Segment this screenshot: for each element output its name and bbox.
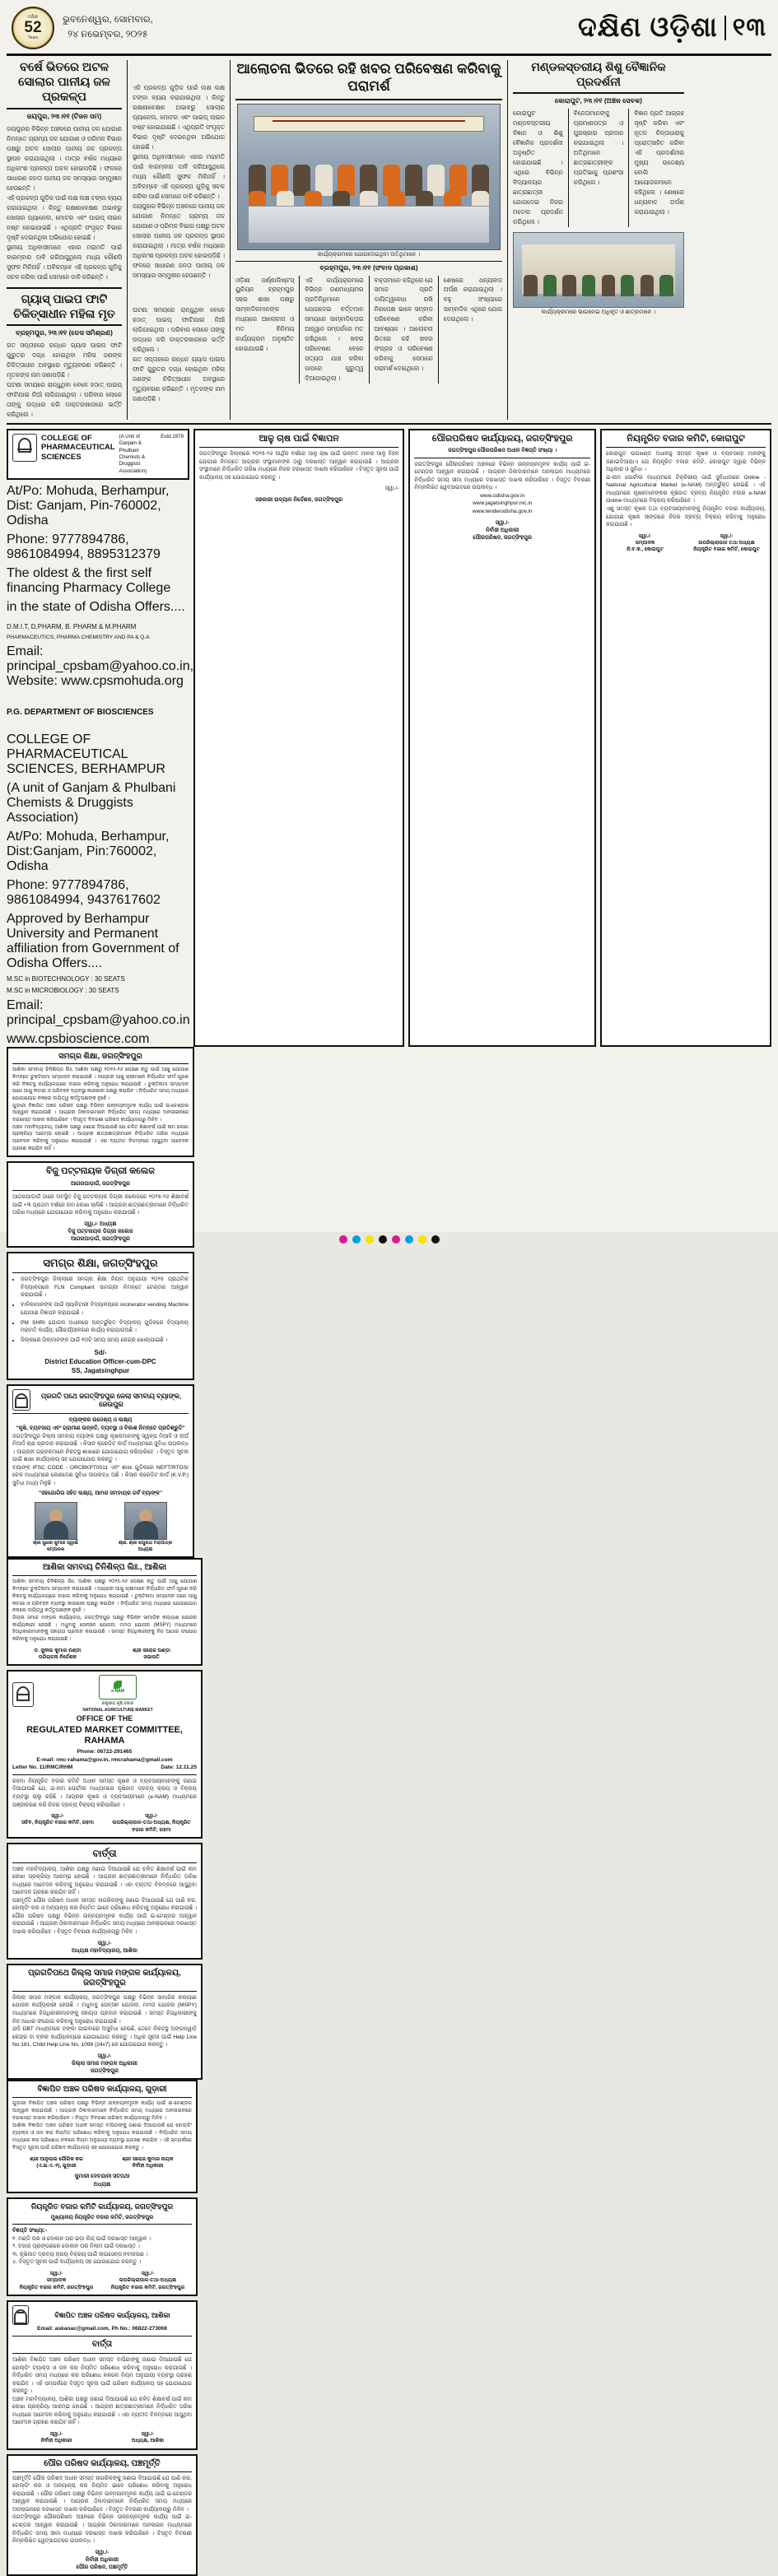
divider <box>235 99 502 100</box>
sig-left-2: ସମ୍ପାଦକ <box>635 540 655 546</box>
story-4-para-3: ବିଜ୍ଞାନ ପ୍ରତି ଆଗ୍ରହ ସୃଷ୍ଟି କରିବା ଏବଂ ନୂତନ ଚିନ୍ତାଧାରାକୁ ପ୍ରୋତ୍ସାହିତ କରିବା ଏହି ପ୍ରଦର୍ଶନୀର ମୁଖ୍ୟ ଉଦ୍ଦେଶ୍ୟ ବୋଲି ଆୟୋଜକମାନେ କହିଥିଲେ । ଶେଷରେ ଧନ୍ୟବାଦ ଅର୍ପଣ କରାଯାଇଥିଲା । <box>634 109 685 216</box>
leaf-icon <box>114 1681 122 1689</box>
sig-a-3: ନିୟନ୍ତ୍ରିତ ବଜାର କମିଟି, ଜଗତ୍‌ସିଂହପୁର <box>19 2284 94 2290</box>
ad-body: ଆଶିକା ସମବାୟ ଚିନିଶିଳ୍ପ ଲିଃ, ଆଶିକା ପକ୍ଷରୁ ୨୦୨୫-୨୬ ପେଷଣ ଋତୁ ପାଇଁ ଆଖୁ ଯୋଗାଣ ନିମନ୍ତେ ଚୁକ୍ତିନାମା ସମ୍ପାଦନ କରାଯାଉଛି । ଆଗ୍ରହୀ ଆଖୁ ଚାଷୀମାନେ ନିର୍ଦ୍ଧାରିତ ଫର୍ମ ପୂରଣ କରି ନିକଟସ୍ଥ କାର୍ଯ୍ୟାଳୟରେ ଦାଖଲ କରିବାକୁ ଅନୁରୋଧ କରାଯାଉଛି । ଚୁକ୍ତିନାମା ସମ୍ପାଦନ ପରେ ଆଖୁ କଟାଇ ଓ ପରିବହନ ବ୍ୟବସ୍ଥା କାରଖାନା ପକ୍ଷରୁ କରାଯିବ । ନିର୍ଦ୍ଧାରିତ ସମୟ ମଧ୍ୟରେ ଯୋଗାଯୋଗ ନକଲେ ଦାୟିତ୍ୱ କର୍ତ୍ତୃପକ୍ଷଙ୍କ ନୁହେଁ । <box>12 1579 197 1614</box>
ad-date: Date: 12.11.25 <box>161 1765 197 1771</box>
ad-body-3: ଏଣୁ ସମସ୍ତ କୃଷକ ତଥା ବ୍ୟବସାୟୀମାନଙ୍କୁ ନିୟନ୍ତ୍ରିତ ବଜାର କାର୍ଯ୍ୟାଳୟ, ଯୋଗାଣ କୃଷକ ସାଙ୍ଗରେ ନିଜର ଦ୍ରବ୍ୟ ବିକ୍ରୟ କରିବାକୁ ଅନୁରୋଧ କରାଯାଉଛି । <box>606 506 766 528</box>
ads-column-3 <box>7 1558 203 2080</box>
divider <box>12 1272 189 1273</box>
list-item: • PM SHRI ଯୋଜନା ଅଧୀନରେ ଅନ୍ତର୍ଭୁକ୍ତ ବିଦ୍ୟାଳୟ ଗୁଡ଼ିକରେ ବିଦ୍ୟାଳୟ ମରାମତି କାର୍ଯ୍ୟ, ସୌନ୍ଦର୍ଯ୍ୟୀକରଣ କାର୍ଯ୍ୟ କରାଯାଉଅଛି । <box>21 1319 189 1335</box>
news-column-3 <box>235 60 502 420</box>
column-rule <box>369 276 370 384</box>
reg-mark-magenta <box>339 1235 347 1244</box>
enam-logo-icon <box>99 1675 137 1700</box>
news-column-4 <box>513 60 684 420</box>
divider <box>12 2097 192 2098</box>
story-3-photo <box>237 104 501 250</box>
ad-body-1: ଜିଲ୍ଲା ସମାଜ ମଙ୍ଗଳ କାର୍ଯ୍ୟାଳୟ, ଜଗତ୍‌ସିଂହପୁର ପକ୍ଷରୁ ବିଭିନ୍ନ ସାମାଜିକ କଲ୍ୟାଣ ଯୋଜନା କାର୍ଯ୍ୟକାରୀ ହେଉଛି । ମଧୁବାବୁ ପେନ୍‌ସନ ଯୋଜନା, ମମତା ଯୋଜନା (MSPY) ମାଧ୍ୟମରେ ହିତାଧିକାରୀମାନଙ୍କୁ ସହାୟତା ପ୍ରଦାନ କରାଯାଉଛି । ସମସ୍ତ ହିତାଧିକାରୀଙ୍କୁ ନିଜ ଆଧାର ସଂଯୋଗ କରିବାକୁ ଅନୁରୋଧ କରାଯାଉଛି । <box>12 1994 197 2025</box>
story-4-byline: କୋରାପୁଟ, ୨୩।୧୧ (ଅଞ୍ଚଳ ସେବକ) <box>555 97 642 105</box>
ad-body-extra: ଆଶିକା ବିଜ୍ଞାପିତ ଅଞ୍ଚଳ ପରିଷଦ ଅଧୀନ ସମସ୍ତ ବାସିନ୍ଦାଙ୍କୁ ଜଣାଇ ଦିଆଯାଉଛି ଯେ ହୋଲ୍ଡିଂ ଟ୍ୟାକ୍ସ ଓ ଜଳ କର ନିୟମିତ ପରିଶୋଧ କରିବାକୁ ଅନୁରୋଧ କରାଯାଉଛି । ନିର୍ଦ୍ଧାରିତ ସମୟ ମଧ୍ୟରେ କର ପରିଶୋଧ ନକଲେ ନିୟମ ଅନୁଯାୟୀ ବ୍ୟବସ୍ଥା ଗ୍ରହଣ କରାଯିବ । ଏହି ସମ୍ପର୍କରେ ବିସ୍ତୃତ ସୂଚନା ପାଇଁ ପରିଷଦ କାର୍ଯ୍ୟାଳୟ ସହ ଯୋଗାଯୋଗ କରନ୍ତୁ । <box>12 2122 192 2151</box>
ad-potato-farming <box>193 429 404 1047</box>
column-rule <box>568 109 569 227</box>
ad-title: ପୌରପରିଷଦ କାର୍ଯ୍ୟାଳୟ, ଜଗତ୍‌ସିଂହପୁର <box>431 434 573 444</box>
ad-letter-row <box>12 1764 197 1772</box>
ad-title: ସମଗ୍ର ଶିକ୍ଷା, ଜଗତ୍‌ସିଂହପୁର <box>58 1051 142 1061</box>
reg-mark-black-2 <box>431 1235 440 1244</box>
enam-badge-label: NATIONAL AGRICULTURE MARKET <box>82 1707 153 1713</box>
sig-2-title: ସଭାପତି <box>143 1654 160 1660</box>
ad-subtitle-2: COLLEGE OF PHARMACEUTICAL SCIENCES, BERHAMPUR <box>7 732 165 776</box>
masthead-dateline <box>63 13 153 42</box>
ad-tagline: "ସହଯୋଗିତା ସହିତ ଲକ୍ଷ୍ୟ, ଆମର ସମବାୟର ଗର୍ବ ବ୍ୟାଙ୍କ" <box>38 1490 163 1497</box>
portrait-photo <box>124 1502 167 1540</box>
ad-title: REGULATED MARKET COMMITTEE, RAHAMA <box>26 1724 183 1746</box>
ad-subtitle-3: (A unit of Ganjam & Phulbani Chemists & Druggists Association) <box>7 780 176 825</box>
sig-1-name: ଶ୍ରୀ ଆନୁଲାଲ ଗୌରିକ କର <box>30 2155 83 2162</box>
ad-subtitle: ଜଗତ୍‌ସିଂହପୁର ପୌରପରିଷଦ ଅଧୀନ ବିଜ୍ଞପ୍ତି ସଂଖ୍ୟା । <box>448 448 557 454</box>
sig-1-title: ପରିଚାଳନା ନିର୍ଦ୍ଦେଶକ <box>39 1654 77 1660</box>
ad-signatory-office: ପୌର ପରିଷଦ, ପଞ୍ଚମୂର୍ତ୍ତି <box>76 2564 128 2571</box>
logo-top-text: ଦକ୍ଷିଣ <box>27 14 39 20</box>
divider <box>12 1575 197 1576</box>
ad-signatures <box>606 533 766 554</box>
portrait-name-2: ଶ୍ରୀ. ଶ୍ରୀ ରଘୁନାଥ ମହାପାତ୍ର <box>118 1540 173 1546</box>
ad-regulated-market-jagatsinghpur <box>7 2197 198 2296</box>
ad-courses: D.M.I.T, D.PHARM, B. PHARM & M.PHARM <box>7 623 137 631</box>
column-rule <box>438 276 439 384</box>
reg-mark-yellow <box>366 1235 374 1244</box>
ad-header <box>12 1389 189 1411</box>
portrait-title-2: ଅଧ୍ୟକ୍ଷ <box>137 1547 153 1553</box>
ad-body-extra: ଅଞ୍ଚଳ ମହାବିଦ୍ୟାଳୟ, ଆଶିକା ପକ୍ଷରୁ ଜଣାଇ ଦିଆଯାଉଛି ଯେ ଚଳିତ ଶିକ୍ଷାବର୍ଷ ପାଇଁ ନାମ ଲେଖା ପ୍ରକ୍ରିୟା ଆରମ୍ଭ ହୋଇଛି । ଆଗ୍ରହୀ ଛାତ୍ରଛାତ୍ରୀମାନେ ନିର୍ଦ୍ଧାରିତ ତାରିଖ ମଧ୍ୟରେ ଆବେଦନ କରିବାକୁ ଅନୁରୋଧ କରାଯାଉଛି । ଏହା ବ୍ୟତୀତ ବିଳମ୍ବରେ ଆସୁଥିବା ଆବେଦନ ଗ୍ରହଣ କରାଯିବ ନାହିଁ । <box>12 1124 189 1151</box>
ad-body-2: ଯଦି DBT ମାଧ୍ୟମରେ ଟଙ୍କା ପାଇବାରେ ଅସୁବିଧା ହେଉଛି, ତେବେ ନିକଟସ୍ଥ ଅଙ୍ଗନୱାଡ଼ି କେନ୍ଦ୍ର ବା ବ୍ଲକ କାର୍ଯ୍ୟାଳୟରେ ଯୋଗାଯୋଗ କରନ୍ତୁ । ଅଧିକ ସୂଚନା ପାଇଁ Help Line No.181, Child Help Line No. 1098 (24x7) ରେ ଯୋଗାଯୋଗ କରନ୍ତୁ । <box>12 2026 197 2048</box>
ad-body: ପଞ୍ଚମୂର୍ତ୍ତି ପୌର ପରିଷଦ ଅଧୀନ ସମସ୍ତ ନାଗରିକଙ୍କୁ ଜଣାଇ ଦିଆଯାଉଛି ଯେ ପାଣି କର, ହୋଲ୍ଡିଂ କର ଓ ଅନ୍ୟାନ୍ୟ କର ନିୟମିତ ଭାବେ ପରିଶୋଧ କରିବାକୁ ଅନୁରୋଧ କରାଯାଉଛି । ପୌର ପରିଷଦ ପକ୍ଷରୁ ବିଭିନ୍ନ ଉନ୍ନୟନମୂଳକ କାର୍ଯ୍ୟ ପାଇଁ ଇ-ଟେଣ୍ଡର ଆହ୍ୱାନ କରାଯାଉଛି । ଆଗ୍ରହୀ ଠିକାଦାରମାନେ ନିର୍ଦ୍ଧାରିତ ସମୟ ମଧ୍ୟରେ ଅନଲାଇନରେ ଦରଖାସ୍ତ ଦାଖଲ କରିପାରିବେ । ବିସ୍ତୃତ ବିବରଣୀ କାର୍ଯ୍ୟାଳୟରୁ ମିଳିବ । <box>12 2475 192 2513</box>
ad-line-1: The oldest & the first self financing Pharmacy College <box>7 566 171 596</box>
list-item: • ଜିଲ୍ଲାରେ ପିଲାମାନଙ୍କ ପାଇଁ ୧୦ଟି ସମୟ ସମୟ କେନ୍ଦ୍ର ଖୋଲାଯାଇଛି । <box>21 1337 189 1345</box>
divider <box>7 287 122 289</box>
sig-3-title: ଅଧ୍ୟକ୍ଷ <box>93 2181 111 2188</box>
ad-web-2: www.cpsbioscience.com <box>7 1031 150 1046</box>
ads-column-1 <box>7 429 194 1047</box>
list-item: ୩. କୃଷିଜାତ ଦ୍ରବ୍ୟ କ୍ରୟ ବିକ୍ରୟ ପାଇଁ ଲାଇସେନ୍ସ ନବୀକରଣ । <box>12 2251 148 2257</box>
sig-right-3: ନିୟନ୍ତ୍ରିତ ବଜାର କମିଟି, କୋରାପୁଟ <box>693 546 760 553</box>
story-3-photo-caption: କାର୍ଯ୍ୟକ୍ରମରେ ଯୋଗଦେଇଥିବା ଅତିଥିମାନେ । <box>317 251 421 258</box>
sig-1: ସ୍ୱା./- <box>49 2430 63 2437</box>
sig-2: ସ୍ୱା./- <box>145 1813 158 1820</box>
ad-website-3: www.tenderodisha.gov.in <box>472 509 533 515</box>
ad-website-2: www.jagatsinghpur.nic.in <box>473 500 533 507</box>
ad-samagra-shiksha <box>7 1252 194 1380</box>
story-1-para-1: ଜୟପୁରର ବିଭିନ୍ନ ଅଞ୍ଚଳରେ ପାନୀୟ ଜଳ ଯୋଗାଣ ନିମନ୍ତେ ଗ୍ରାମ୍ୟ ଜଳ ଯୋଗାଣ ଓ ପରିମଳ ବିଭାଗ ପକ୍ଷରୁ ଅଟଳ ସୋଲାର ପାନୀୟ ଜଳ ପ୍ରକଳ୍ପ ସ୍ଥାପନ କରାଯାଇଥିଲା । ମାତ୍ର ବର୍ଷକ ମଧ୍ୟରେ ଅଧିକାଂଶ ପ୍ରକଳ୍ପ ଅଚଳ ହୋଇପଡ଼ିଛି । ଫଳରେ ସାଧାରଣ ଜନତା ପାନୀୟ ଜଳ ସମସ୍ୟାର ସମ୍ମୁଖୀନ ହେଉଛନ୍ତି । <box>7 125 122 193</box>
ad-municipality-jagatsinghpur <box>408 429 596 1047</box>
ad-body: ଆଶିକା ବିଜ୍ଞାପିତ ଅଞ୍ଚଳ ପରିଷଦ ଅଧୀନ ସମସ୍ତ ବାସିନ୍ଦାଙ୍କୁ ଜଣାଇ ଦିଆଯାଉଛି ଯେ ହୋଲ୍ଡିଂ ଟ୍ୟାକ୍ସ ଓ ଜଳ କର ନିୟମିତ ପରିଶୋଧ କରିବାକୁ ଅନୁରୋଧ କରାଯାଉଛି । ନିର୍ଦ୍ଧାରିତ ସମୟ ମଧ୍ୟରେ କର ପରିଶୋଧ ନକଲେ ନିୟମ ଅନୁଯାୟୀ ବ୍ୟବସ୍ଥା ଗ୍ରହଣ କରାଯିବ । ଏହି ସମ୍ପର୍କରେ ବିସ୍ତୃତ ସୂଚନା ପାଇଁ ପରିଷଦ କାର୍ଯ୍ୟାଳୟ ସହ ଯୋଗାଯୋଗ କରନ୍ତୁ । <box>12 2357 192 2395</box>
govt-emblem-icon <box>12 1682 34 1707</box>
sig-2-name: ଶ୍ରୀ ସରୋଜ କୁମାର ନାୟକ <box>122 2155 174 2162</box>
ads-column-4 <box>7 2080 198 2576</box>
ad-address-2: At/Po: Mohuda, Berhampur, Dist:Ganjam, Pin:760002, Odisha <box>7 829 170 873</box>
ad-ashika-sugar-mill <box>7 1558 203 1666</box>
sig-b-2: ଉପଜିଲ୍ଲାପାଳ-ତଥା-ଅଧ୍ୟକ୍ଷ <box>119 2277 177 2284</box>
ad-subtitle: ଆଗରପାଡ଼ାଗଁ, ଜଗତ୍‌ସିଂହପୁର <box>70 1180 131 1187</box>
ad-signatory-place: ଆଗରପାଡ଼ାଗଁ, ଜଗତ୍‌ସିଂହପୁର <box>70 1236 131 1243</box>
story-2-para-3: ଘଟଣା ସମୟରେ ରାନ୍ଧୁଥିବା ବେଳେ ହଠାତ୍ ପାଇପ୍ ଫାଟିଯାଇ ନିଆଁ ଲାଗିଯାଇଥିଲା । ପରିବାର ଲୋକେ ତାଙ୍କୁ ଉଦ୍ଧାର କରି ଡାକ୍ତରଖାନାରେ ଭର୍ତ୍ତି କରିଥିଲେ । <box>133 305 225 353</box>
ad-office-label: OFFICE OF THE <box>76 1713 133 1723</box>
ad-title: ପ୍ରଗତିପଥେ ଜିଲ୍ଲା ସମାଜ ମଙ୍ଗଳ କାର୍ଯ୍ୟାଳୟ, ଜଗତ୍‌ସିଂହପୁର <box>28 1968 181 1988</box>
reg-mark-black <box>379 1235 387 1244</box>
sig-2-title: ଅଧ୍ୟକ୍ଷ, ଆଶିକା <box>131 2438 165 2444</box>
council-emblem-icon <box>12 2305 29 2325</box>
story-3-byline: ବ୍ରହ୍ମପୁର, ୨୩।୧୧ (ସଂବାଦ ପ୍ରକାଶ) <box>319 263 418 272</box>
bank-emblem-icon <box>12 1389 30 1411</box>
sig-left-1: ସ୍ୱା./- <box>638 532 652 539</box>
sig-1: ସ୍ୱା./- <box>51 1813 64 1820</box>
ad-notified-area-council-ashika <box>7 2300 198 2450</box>
ad-signatures <box>12 1648 197 1662</box>
ad-subtitle: ମୁଖ୍ୟାଳୟ ନିୟନ୍ତ୍ରିତ ବଜାର କମିଟି, ଜଗତ୍‌ସିଂହପୁର <box>50 2214 154 2220</box>
page-number: ୧୩ <box>732 13 766 41</box>
ad-signatory-title: ନିର୍ବାହୀ ଅଧିକାରୀ <box>486 527 519 533</box>
photo-table <box>249 206 490 244</box>
ad-municipality-panchamurti <box>7 2454 198 2576</box>
divider <box>12 1774 197 1775</box>
story-1-byline: ଜୟପୁର, ୨୩।୧୧ (ଟିଜନ ସମ) <box>26 113 102 121</box>
ad-phone: Phone: 06722-291465 <box>77 1749 133 1755</box>
ad-body-extra: ପଞ୍ଚମୂର୍ତ୍ତି ପୌର ପରିଷଦ ଅଧୀନ ସମସ୍ତ ନାଗରିକଙ୍କୁ ଜଣାଇ ଦିଆଯାଉଛି ଯେ ପାଣି କର, ହୋଲ୍ଡିଂ କର ଓ ଅନ୍ୟାନ୍ୟ କର ନିୟମିତ ଭାବେ ପରିଶୋଧ କରିବାକୁ ଅନୁରୋଧ କରାଯାଉଛି । ପୌର ପରିଷଦ ପକ୍ଷରୁ ବିଭିନ୍ନ ଉନ୍ନୟନମୂଳକ କାର୍ଯ୍ୟ ପାଇଁ ଇ-ଟେଣ୍ଡର ଆହ୍ୱାନ କରାଯାଉଛି । ଆଗ୍ରହୀ ଠିକାଦାରମାନେ ନିର୍ଦ୍ଧାରିତ ସମୟ ମଧ୍ୟରେ ଅନଲାଇନରେ ଦରଖାସ୍ତ ଦାଖଲ କରିପାରିବେ । ବିସ୍ତୃତ ବିବରଣୀ କାର୍ଯ୍ୟାଳୟରୁ ମିଳିବ । <box>12 1897 197 1935</box>
dateline-place: ଭୁବନେଶ୍ୱର, ସୋମବାର, <box>63 15 153 26</box>
sig-right-2: ଉପଜିଲ୍ଲାପାଳ ତଥା ଅଧ୍ୟକ୍ଷ <box>698 540 755 546</box>
logo-anniversary-number: 52 <box>24 18 42 36</box>
ad-title: ବିଜ୍ଞାପିତ ଅଞ୍ଚଳ ପରିଷଦ କାର୍ଯ୍ୟାଳୟ, ଆଶିକା <box>54 2310 170 2319</box>
sig-b-3: ନିୟନ୍ତ୍ରିତ ବଜାର କମିଟି, ଜଗତ୍‌ସିଂହପୁର <box>110 2284 185 2290</box>
story-3-para-3: ବକ୍ତାମାନେ କହିଥିଲେ ଯେ ସମାଜ ପ୍ରତି ଦାୟିତ୍ୱବୋଧ ରଖି ନିରପେକ୍ଷ ଭାବେ ସମ୍ବାଦ ପରିବେଷଣ କରିବା ଆବଶ୍ୟକ । ଆଲୋଚନା ଭିତରେ ରହି ଖବର ସଂଗ୍ରହ ଓ ପରିବେଷଣ କରିବାକୁ ସେମାନେ ପରାମର୍ଶ ଦେଇଥିଲେ । <box>374 276 433 373</box>
sig-2-name: ଶ୍ରୀ ସରୋଜ ପଣ୍ଡା <box>133 1647 170 1653</box>
ad-title: ବିଜ୍ଞାପିତ ଅଞ୍ଚଳ ପରିଷଦ କାର୍ଯ୍ୟାଳୟ, ଗୁଡ଼ାରୀ <box>37 2085 167 2095</box>
ad-title: COLLEGE OF PHARMACEUTICAL SCIENCES <box>41 434 115 462</box>
ad-title: ନିୟନ୍ତ୍ରିତ ବଜାର କମିଟି କାର୍ଯ୍ୟାଳୟ, ଜଗତ୍‌ସିଂହପୁର <box>30 2202 174 2211</box>
story-2-para-2: ଘଟଣା ସମୟରେ ରାନ୍ଧୁଥିବା ବେଳେ ହଠାତ୍ ପାଇପ୍ ଫାଟିଯାଇ ନିଆଁ ଲାଗିଯାଇଥିଲା । ପରିବାର ଲୋକେ ତାଙ୍କୁ ଉଦ୍ଧାର କରି ଡାକ୍ତରଖାନାରେ ଭର୍ତ୍ତି କରିଥିଲେ । <box>7 381 122 419</box>
sig-1-title: (ଏ.ଇ.ଏ.-୨), ଗୁଡ଼ାରୀ <box>36 2163 77 2169</box>
divider <box>12 1991 197 1992</box>
story-2-headline: ଗ୍ୟାସ୍ ପାଇପ ଫାଟି ଚିକିତ୍ସାଧୀନ ମହିଳା ମୃତ <box>13 292 115 320</box>
ad-body-1: କୋରାପୁଟ ଉପଖଣ୍ଡ ଅଧୀନସ୍ଥ ସମସ୍ତ କୃଷକ ଓ ବ୍ୟବସାୟୀ ମାନଙ୍କୁ ଜଣାଇଦିଆଯାଏ ଯେ ନିୟନ୍ତ୍ରିତ ବଜାର କମିଟି, କୋରାପୁଟ ଦ୍ୱାରା ବିଭିନ୍ନ ଅଧିକାର ଓ ସୁବିଧା । <box>606 451 766 473</box>
ad-phone-2: Phone: 9777894786, 9861084994, 9437617602 <box>7 877 161 907</box>
masthead <box>7 5 771 56</box>
story-3-para-1: ଓଡ଼ିଶା ଜର୍ଣ୍ଣାଲିଷ୍ଟସ୍ ୟୁନିୟନ ବ୍ରହ୍ମପୁର ସହର ଶାଖା ପକ୍ଷରୁ ସାମ୍ବାଦିକମାନଙ୍କ ମଧ୍ୟରେ ଆଲୋଚନା ଓ ମତ ବିନିମୟ କାର୍ଯ୍ୟକ୍ରମ ଅନୁଷ୍ଠିତ ହୋଇଯାଇଛି । <box>235 276 295 353</box>
ads-column-2 <box>7 1047 194 1559</box>
story-2-para-4: ଗତ ସପ୍ତାହରେ ରନ୍ଧନ ଗ୍ୟାସ ପାଇପ ଫାଟି ଗୁରୁତର ଦଗ୍ଧ ହୋଇଥିବା ମହିଳା ଜଣଙ୍କ ଚିକିତ୍ସାଧୀନ ଅବସ୍ଥାରେ ମୃତ୍ୟୁବରଣ କରିଛନ୍ତି । ମୃତକଙ୍କ ନାମ ଜଣାପଡ଼ିଛି । <box>133 355 225 402</box>
advertisements-section <box>7 429 771 1047</box>
ad-body-extra: ଜିଲ୍ଲା ସମାଜ ମଙ୍ଗଳ କାର୍ଯ୍ୟାଳୟ, ଜଗତ୍‌ସିଂହପୁର ପକ୍ଷରୁ ବିଭିନ୍ନ ସାମାଜିକ କଲ୍ୟାଣ ଯୋଜନା କାର୍ଯ୍ୟକାରୀ ହେଉଛି । ମଧୁବାବୁ ପେନ୍‌ସନ ଯୋଜନା, ମମତା ଯୋଜନା (MSPY) ମାଧ୍ୟମରେ ହିତାଧିକାରୀମାନଙ୍କୁ ସହାୟତା ପ୍ରଦାନ କରାଯାଉଛି । ସମସ୍ତ ହିତାଧିକାରୀଙ୍କୁ ନିଜ ଆଧାର ସଂଯୋଗ କରିବାକୁ ଅନୁରୋଧ କରାଯାଉଛି । <box>12 1615 197 1642</box>
ad-header <box>12 2305 192 2325</box>
ad-college-pharmaceutical-sciences <box>7 429 189 480</box>
ad-signature: ସ୍ୱା./- ଅଧ୍ୟକ୍ଷ <box>84 1221 117 1227</box>
ad-subtitle: (A Unit of Ganjam & Phulbani Chemists & Druggists Association) <box>119 434 147 474</box>
ad-body: ଗୁଡ଼ାରୀ ବିଜ୍ଞାପିତ ଅଞ୍ଚଳ ପରିଷଦ ପକ୍ଷରୁ ବିଭିନ୍ନ ଉନ୍ନୟନମୂଳକ କାର୍ଯ୍ୟ ପାଇଁ ଇ-ଟେଣ୍ଡର ଆହ୍ୱାନ କରାଯାଉଛି । ଆଗ୍ରହୀ ଠିକାଦାରମାନେ ନିର୍ଦ୍ଧାରିତ ସମୟ ମଧ୍ୟରେ ଅନଲାଇନରେ ଦରଖାସ୍ତ ଦାଖଲ କରିପାରିବେ । ବିସ୍ତୃତ ବିବରଣୀ ପରିଷଦ କାର୍ଯ୍ୟାଳୟରୁ ମିଳିବ । <box>12 2099 192 2121</box>
ad-title: ପ୍ରଗତି ପଥେ ଜଗତ୍‌ସିଂହପୁର ଜେଲା ସମବାୟ ବ୍ୟାଙ୍କ, ଜେଉପୁର <box>40 1392 182 1409</box>
ad-regulated-market-rahama <box>7 1670 203 1839</box>
ad-subtitle: ବାର୍ତ୍ତା <box>91 2339 113 2349</box>
ad-district-social-welfare <box>7 1964 203 2080</box>
ad-body: ଆଶିକା ସମବାୟ ଚିନିଶିଳ୍ପ ଲିଃ, ଆଶିକା ପକ୍ଷରୁ ୨୦୨୫-୨୬ ପେଷଣ ଋତୁ ପାଇଁ ଆଖୁ ଯୋଗାଣ ନିମନ୍ତେ ଚୁକ୍ତିନାମା ସମ୍ପାଦନ କରାଯାଉଛି । ଆଗ୍ରହୀ ଆଖୁ ଚାଷୀମାନେ ନିର୍ଦ୍ଧାରିତ ଫର୍ମ ପୂରଣ କରି ନିକଟସ୍ଥ କାର୍ଯ୍ୟାଳୟରେ ଦାଖଲ କରିବାକୁ ଅନୁରୋଧ କରାଯାଉଛି । ଚୁକ୍ତିନାମା ସମ୍ପାଦନ ପରେ ଆଖୁ କଟାଇ ଓ ପରିବହନ ବ୍ୟବସ୍ଥା କାରଖାନା ପକ୍ଷରୁ କରାଯିବ । ନିର୍ଦ୍ଧାରିତ ସମୟ ମଧ୍ୟରେ ଯୋଗାଯୋଗ ନକଲେ ଦାୟିତ୍ୱ କର୍ତ୍ତୃପକ୍ଷଙ୍କ ନୁହେଁ । <box>12 1067 189 1101</box>
ad-body-extra: ଅଞ୍ଚଳ ମହାବିଦ୍ୟାଳୟ, ଆଶିକା ପକ୍ଷରୁ ଜଣାଇ ଦିଆଯାଉଛି ଯେ ଚଳିତ ଶିକ୍ଷାବର୍ଷ ପାଇଁ ନାମ ଲେଖା ପ୍ରକ୍ରିୟା ଆରମ୍ଭ ହୋଇଛି । ଆଗ୍ରହୀ ଛାତ୍ରଛାତ୍ରୀମାନେ ନିର୍ଦ୍ଧାରିତ ତାରିଖ ମଧ୍ୟରେ ଆବେଦନ କରିବାକୁ ଅନୁରୋଧ କରାଯାଉଛି । ଏହା ବ୍ୟତୀତ ବିଳମ୍ବରେ ଆସୁଥିବା ଆବେଦନ ଗ୍ରହଣ କରାଯିବ ନାହିଁ । <box>12 2396 192 2426</box>
ad-barta-notice <box>7 1843 203 1960</box>
column-rule <box>628 109 629 227</box>
sig-3-name: କୁମାରୀ ଦେବଯାନୀ ସତପଥୀ <box>74 2174 130 2180</box>
ad-signature: ସ୍ୱା./- <box>495 519 510 526</box>
story-1-para-6: ଜୟପୁରର ବିଭିନ୍ନ ଅଞ୍ଚଳରେ ପାନୀୟ ଜଳ ଯୋଗାଣ ନିମନ୍ତେ ଗ୍ରାମ୍ୟ ଜଳ ଯୋଗାଣ ଓ ପରିମଳ ବିଭାଗ ପକ୍ଷରୁ ଅଟଳ ସୋଲାର ପାନୀୟ ଜଳ ପ୍ରକଳ୍ପ ସ୍ଥାପନ କରାଯାଇଥିଲା । ମାତ୍ର ବର୍ଷକ ମଧ୍ୟରେ ଅଧିକାଂଶ ପ୍ରକଳ୍ପ ଅଚଳ ହୋଇପଡ଼ିଛି । ଫଳରେ ସାଧାରଣ ଜନତା ପାନୀୟ ଜଳ ସମସ୍ୟାର ସମ୍ମୁଖୀନ ହେଉଛନ୍ତି । <box>133 202 225 279</box>
ad-cooperative-bank <box>7 1384 194 1558</box>
ad-title: ଆଶିକା ସମବାୟ ଚିନିଶିଳ୍ପ ଲିଃ., ଆଶିକା <box>42 1563 167 1573</box>
divider <box>235 261 502 262</box>
story-3-columns <box>235 276 502 384</box>
ad-body: ରହମା ନିୟନ୍ତ୍ରିତ ବଜାର କମିଟି ଅଧୀନ ସମସ୍ତ କୃଷକ ଓ ବ୍ୟବସାୟୀମାନଙ୍କୁ ଜଣାଇ ଦିଆଯାଉଛି ଯେ, ଇ-ନାମ ପୋର୍ଟାଲ ମାଧ୍ୟମରେ କୃଷିଜାତ ଦ୍ରବ୍ୟ କ୍ରୟ ଓ ବିକ୍ରୟ ବ୍ୟବସ୍ଥା ଚାଲୁ ରହିଛି । ଆଗ୍ରହୀ କୃଷକ ଓ ବ୍ୟବସାୟୀମାନେ (e-NAM) ମାଧ୍ୟମରେ ପଞ୍ଜୀକରଣ କରି ନିଜର ଦ୍ରବ୍ୟ ବିକ୍ରୟ କରିପାରିବେ । <box>12 1778 197 1808</box>
divider <box>12 2336 192 2337</box>
list-item: ୧. ମଣ୍ଡି ଘର ଓ ଦୋକାନ ଘର ଭଡ଼ା ଲିଜ୍ ପାଇଁ ଦରଖାସ୍ତ ଆହ୍ୱାନ । <box>12 2235 151 2242</box>
ad-portraits <box>12 1502 189 1554</box>
ad-seats-1: M.SC in BIOTECHNOLOGY : 30 SEATS <box>7 974 125 983</box>
story-1-para-2: ଏହି ପ୍ରକଳ୍ପ ଗୁଡ଼ିକ ପାଇଁ ଲକ୍ଷ ଲକ୍ଷ ଟଙ୍କା ବ୍ୟୟ କରାଯାଇଥିଲା । କିନ୍ତୁ ରକ୍ଷଣାବେକ୍ଷଣ ଅଭାବରୁ ସୋଲାର ପ୍ୟାନେଲ, ମୋଟର ଏବଂ ପାଇପ୍ ଲାଇନ ନଷ୍ଟ ହୋଇଯାଇଛି । ଏଥିପ୍ରତି ସଂପୃକ୍ତ ବିଭାଗ ଦୃଷ୍ଟି ଦେଇନଥିବା ଅଭିଯୋଗ ହୋଇଛି । <box>7 194 122 242</box>
ad-body: ଅଞ୍ଚଳ ମହାବିଦ୍ୟାଳୟ, ଆଶିକା ପକ୍ଷରୁ ଜଣାଇ ଦିଆଯାଉଛି ଯେ ଚଳିତ ଶିକ୍ଷାବର୍ଷ ପାଇଁ ନାମ ଲେଖା ପ୍ରକ୍ରିୟା ଆରମ୍ଭ ହୋଇଛି । ଆଗ୍ରହୀ ଛାତ୍ରଛାତ୍ରୀମାନେ ନିର୍ଦ୍ଧାରିତ ତାରିଖ ମଧ୍ୟରେ ଆବେଦନ କରିବାକୁ ଅନୁରୋଧ କରାଯାଉଛି । ଏହା ବ୍ୟତୀତ ବିଳମ୍ବରେ ଆସୁଥିବା ଆବେଦନ ଗ୍ରହଣ କରାଯିବ ନାହିଁ । <box>12 1866 197 1896</box>
ad-phone: Phone: 9777894786, 9861084994, 8895312379 <box>7 532 161 562</box>
story-4-photo-caption: କାର୍ଯ୍ୟକ୍ରମରେ ଭାଗନେଇ ଅଧିକୃତ ଓ ଛାତ୍ରମାନେ । <box>541 309 656 315</box>
logo-years-label: Years <box>27 35 39 41</box>
portrait-name-1: ଶ୍ରୀ ସୁଧୀର କୁମାର ସ୍ୱାଇଁ <box>33 1540 78 1546</box>
publication-title: ଦକ୍ଷିଣ ଓଡ଼ିଶା <box>578 12 718 42</box>
photo-banner <box>254 116 484 132</box>
ad-letter-no: Letter No. 11/RMC/RHM <box>12 1765 73 1771</box>
ad-approval: Approved by Berhampur University and Permanent affiliation from Government of Odisha Offers.... <box>7 911 179 970</box>
ad-signatory-office: SS, Jagatsinghpur <box>71 1367 130 1375</box>
ad-list-heading: ବିଜ୍ଞପ୍ତି ସଂଖ୍ୟା:- <box>12 2228 48 2234</box>
portrait-title-1: ସମ୍ପାଦକ <box>46 1547 65 1553</box>
ad-email-2: Email: principal_cpsbam@yahoo.co.in <box>7 997 190 1027</box>
masthead-left <box>12 7 153 49</box>
ad-signatures <box>12 2156 192 2170</box>
reg-mark-yellow-2 <box>418 1235 426 1244</box>
story-3-para-4: ଶେଷରେ ଧନ୍ୟବାଦ ଅର୍ପଣ କରାଯାଇଥିଲା । ବହୁ ସଂଖ୍ୟାରେ ସାମ୍ବାଦିକ ଏଥିରେ ଯୋଗ ଦେଇଥିଲେ । <box>443 276 502 323</box>
list-item: ୪. ବିସ୍ତୃତ ସୂଚନା ପାଇଁ କାର୍ଯ୍ୟାଳୟ ସହ ଯୋଗାଯୋଗ କରନ୍ତୁ । <box>12 2259 142 2266</box>
list-item: • ଜଗତ୍‌ସିଂହପୁର ଜିଲ୍ଲାରେ ସମଗ୍ର ଶିକ୍ଷା ନିୟମ ଅନୁଯାୟୀ ୨୦୨୫ ପ୍ରାଥମିକ ବିଦ୍ୟାଳୟରେ FLN Compliant ସାମଗ୍ରୀ ନିମନ୍ତେ ଟେଣ୍ଡର ଆହ୍ୱାନ କରାଯାଉଛି । <box>21 1276 189 1300</box>
column-rule <box>230 60 231 420</box>
ad-ifsc: ବ୍ୟାଙ୍କ IFSC CODE - ORCBKPT0011 ଏବଂ ଶାଖା ଗୁଡ଼ିକରେ NEFT/RTGS/ଚେକ ମାଧ୍ୟମରେ ଲେଣଦେଣ ସୁବିଧା ଉପଲବ୍ଧ ଅଛି । କିସାନ କ୍ରେଡ଼ିଟ କାର୍ଡ (K.V.P.) ସୁବିଧା ମଧ୍ୟ ମିଳୁଛି । <box>12 1464 189 1486</box>
ad-signature: ସ୍ୱା./- <box>97 1940 112 1946</box>
story-4-para-1: କୋରାପୁଟ ମଣ୍ଡଳସ୍ତରୀୟ ବିଜ୍ଞାନ ଓ ଶିଶୁ ବୈଜ୍ଞାନିକ ପ୍ରଦର୍ଶନୀ ଅନୁଷ୍ଠିତ ହୋଇଯାଇଛି । ଏଥିରେ ବିଭିନ୍ନ ବିଦ୍ୟାଳୟର ଛାତ୍ରଛାତ୍ରୀ ଯୋଗଦେଇ ନିଜର ମଡେଲ ପ୍ରଦର୍ଶନ କରିଥିଲେ । <box>513 109 563 226</box>
ad-signatory-title: District Education Officer-cum-DPC <box>44 1358 156 1366</box>
ad-regulated-market-koraput <box>600 429 771 1047</box>
ad-bullet-list <box>12 1276 189 1345</box>
ad-title: ଆଳୁ ଚାଷ ପାଇଁ ବିଜ୍ଞାପନ <box>259 434 339 444</box>
story-4-photo <box>513 232 684 308</box>
ad-title: ବିଜୁ ପଟ୍ଟନାୟକ ଡିଗ୍ରୀ କଲେଜ <box>46 1166 155 1177</box>
story-2-para-1: ଗତ ସପ୍ତାହରେ ରନ୍ଧନ ଗ୍ୟାସ ପାଇପ ଫାଟି ଗୁରୁତର ଦଗ୍ଧ ହୋଇଥିବା ମହିଳା ଜଣଙ୍କ ଚିକିତ୍ସାଧୀନ ଅବସ୍ଥାରେ ମୃତ୍ୟୁବରଣ କରିଛନ୍ତି । ମୃତକଙ୍କ ନାମ ଜଣାପଡ଼ିଛି । <box>7 342 122 379</box>
column-rule <box>299 276 300 384</box>
divider <box>606 447 766 448</box>
ad-signatory-place: ଜଗତ୍‌ସିଂହପୁର <box>90 2068 119 2075</box>
divider <box>12 1862 197 1863</box>
story-1-headline: ବର୍ଷେ ଭିତରେ ଅଟଳ ସୋଲାର ପାନୀୟ ଜଳ ପ୍ରକଳ୍ପ <box>18 61 110 105</box>
ad-title: ପୌର ପରିଷଦ କାର୍ଯ୍ୟାଳୟ, ପଞ୍ଚମୂର୍ତ୍ତି <box>44 2458 161 2468</box>
ad-header <box>12 1675 197 1713</box>
enam-badge-name: e-NAM <box>111 1688 124 1694</box>
divider <box>12 1190 189 1191</box>
column-rule <box>127 60 128 420</box>
reg-mark-cyan <box>352 1235 361 1244</box>
divider <box>12 2471 192 2472</box>
ad-departments: PHARMACEUTICS, PHARMA CHEMISTRY AND PA & Q.A <box>7 635 150 641</box>
ad-body: ଜଗତ୍‌ସିଂହପୁର ପୌରପରିଷଦ ଅଞ୍ଚଳରେ ବିଭିନ୍ନ ଉନ୍ନୟନମୂଳକ କାର୍ଯ୍ୟ ପାଇଁ ଇ-ଟେଣ୍ଡର ଆହ୍ୱାନ କରାଯାଉଛି । ଆଗ୍ରହୀ ଠିକାଦାରମାନେ ଅନଲାଇନ ମାଧ୍ୟମରେ ନିର୍ଦ୍ଧାରିତ ସମୟ ସୀମା ମଧ୍ୟରେ ଦରଖାସ୍ତ ଦାଖଲ କରିପାରିବେ । ବିସ୍ତୃତ ବିବରଣୀ ନିମ୍ନଲିଖିତ ୱେବ୍‌ସାଇଟରେ ଉପଲବ୍ଧ । <box>414 461 591 491</box>
ad-header <box>12 434 184 475</box>
ad-email: E-mail: rmc-rahama@gov.in, rmcrahama@gmail.com <box>36 1756 173 1763</box>
ad-email-web: Email: principal_cpsbam@yahoo.co.in, Website: www.cpsmohuda.org <box>7 644 194 689</box>
masthead-title-group <box>578 12 766 44</box>
ad-body-extra: ଜଗତ୍‌ସିଂହପୁର ପୌରପରିଷଦ ଅଞ୍ଚଳରେ ବିଭିନ୍ନ ଉନ୍ନୟନମୂଳକ କାର୍ଯ୍ୟ ପାଇଁ ଇ-ଟେଣ୍ଡର ଆହ୍ୱାନ କରାଯାଉଛି । ଆଗ୍ରହୀ ଠିକାଦାରମାନେ ଅନଲାଇନ ମାଧ୍ୟମରେ ନିର୍ଦ୍ଧାରିତ ସମୟ ସୀମା ମଧ୍ୟରେ ଦରଖାସ୍ତ ଦାଖଲ କରିପାରିବେ । ବିସ୍ତୃତ ବିବରଣୀ ନିମ୍ନଲିଖିତ ୱେବ୍‌ସାଇଟରେ ଉପଲବ୍ଧ । <box>12 2514 192 2545</box>
divider <box>12 2353 192 2354</box>
divider <box>12 1413 189 1414</box>
ad-signature: ସ୍ୱା./- <box>95 2549 109 2555</box>
ad-signatures <box>12 2271 192 2291</box>
ad-signatory-title: ନିର୍ବାହୀ ଅଧିକାରୀ <box>85 2556 119 2563</box>
story-1-para-5: ସ୍ଥାନୀୟ ଅଧିବାସୀମାନେ ଏହାର ମରାମତି ପାଇଁ ବାରମ୍ବାର ଦାବି କରିଆସୁଥିଲେ ମଧ୍ୟ କୌଣସି ସୁଫଳ ମିଳିନାହିଁ । ଅବିଳମ୍ବେ ଏହି ପ୍ରକଳ୍ପ ଗୁଡ଼ିକୁ ସଚଳ କରିବା ପାଇଁ ସେମାନେ ଦାବି କରିଛନ୍ତି । <box>133 152 225 200</box>
dateline-date: ୨୪ ନଭେମ୍ବର, ୨୦୨୫ <box>68 29 148 40</box>
sig-2-title: ନିର୍ବାହୀ ଅଧିକାରୀ <box>132 2163 164 2169</box>
ad-signatory-office: ପୌରପରିଷଦ, ଜଗତ୍‌ସିଂହପୁର <box>473 535 533 541</box>
ad-signature: ସ୍ୱା./- <box>97 2053 112 2059</box>
sig-b-1: ସ୍ୱା./- <box>141 2270 155 2276</box>
divider <box>199 447 398 448</box>
story-1-para-3: ସ୍ଥାନୀୟ ଅଧିବାସୀମାନେ ଏହାର ମରାମତି ପାଇଁ ବାରମ୍ବାର ଦାବି କରିଆସୁଥିଲେ ମଧ୍ୟ କୌଣସି ସୁଫଳ ମିଳିନାହିଁ । ଅବିଳମ୍ବେ ଏହି ପ୍ରକଳ୍ପ ଗୁଡ଼ିକୁ ସଚଳ କରିବା ପାଇଁ ସେମାନେ ଦାବି କରିଛନ୍ତି । <box>7 244 122 281</box>
ad-quote: "କୃଷି, ବ୍ୟବସାୟ ଏବଂ ଗ୍ରାମୀଣ ଉନ୍ନତି, ବ୍ୟବସ୍ଥା ଓ ବିକାଶ ନିମନ୍ତେ ପ୍ରତିଶ୍ରୁତି" <box>16 1425 185 1431</box>
story-3-para-2: ଏହି କାର୍ଯ୍ୟକ୍ରମରେ ବିଭିନ୍ନ ଗଣମାଧ୍ୟମର ପ୍ରତିନିଧିମାନେ ଯୋଗଦେଇ ବର୍ତ୍ତମାନ ସମୟରେ ସାମ୍ବାଦିକତାର ଆହ୍ୱାନ ସମ୍ପର୍କରେ ମତ ରଖିଥିଲେ । ଖବର ପରିବେଷଣ ବେଳେ ସତ୍ୟତା ଯାଞ୍ଚ କରିବା ଉପରେ ଗୁରୁତ୍ୱ ଦିଆଯାଇଥିଲା । <box>305 276 364 383</box>
ad-estd: Estd.1979 <box>161 434 184 439</box>
story-4-columns <box>513 109 684 227</box>
list-item: • ବାଳିକାମାନଙ୍କ ପାଇଁ ସ୍ୟାନିଟାରୀ ବିଦ୍ୟାଳୟରେ incinerator vending Machine ଯୋଗାଣ ବିଜ୍ଞାପନ କରାଯାଇଛି । <box>21 1301 189 1317</box>
reg-mark-cyan-2 <box>405 1235 413 1244</box>
ad-website-1: www.odisha.gov.in <box>480 492 525 499</box>
sig-a-1: ସ୍ୱା./- <box>49 2270 63 2276</box>
ad-body-repeat: ଗୁଡ଼ାରୀ ବିଜ୍ଞାପିତ ଅଞ୍ଚଳ ପରିଷଦ ପକ୍ଷରୁ ବିଭିନ୍ନ ଉନ୍ନୟନମୂଳକ କାର୍ଯ୍ୟ ପାଇଁ ଇ-ଟେଣ୍ଡର ଆହ୍ୱାନ କରାଯାଉଛି । ଆଗ୍ରହୀ ଠିକାଦାରମାନେ ନିର୍ଦ୍ଧାରିତ ସମୟ ମଧ୍ୟରେ ଅନଲାଇନରେ ଦରଖାସ୍ତ ଦାଖଲ କରିପାରିବେ । ବିସ୍ତୃତ ବିବରଣୀ ପରିଷଦ କାର୍ଯ୍ୟାଳୟରୁ ମିଳିବ । <box>12 1103 189 1123</box>
ad-body: ଆଗରପାଡ଼ାଗଁ ଠାରେ ଅବସ୍ଥିତ ବିଜୁ ପଟ୍ଟନାୟକ ଡିଗ୍ରୀ କଲେଜରେ ୨୦୨୫-୨୬ ଶିକ୍ଷାବର୍ଷ ପାଇଁ +୩ ପ୍ରଥମ ବର୍ଷରେ ନାମ ଲେଖା ଚାଲିଛି । ଆଗ୍ରହୀ ଛାତ୍ରଛାତ୍ରୀମାନେ ନିର୍ଦ୍ଧାରିତ ତାରିଖ ମଧ୍ୟରେ ଯୋଗାଯୋଗ କରିବାକୁ ଅନୁରୋଧ କରାଯାଉଛି । <box>12 1194 189 1216</box>
divider <box>12 1063 189 1064</box>
story-1-para-4: ଏହି ପ୍ରକଳ୍ପ ଗୁଡ଼ିକ ପାଇଁ ଲକ୍ଷ ଲକ୍ଷ ଟଙ୍କା ବ୍ୟୟ କରାଯାଇଥିଲା । କିନ୍ତୁ ରକ୍ଷଣାବେକ୍ଷଣ ଅଭାବରୁ ସୋଲାର ପ୍ୟାନେଲ, ମୋଟର ଏବଂ ପାଇପ୍ ଲାଇନ ନଷ୍ଟ ହୋଇଯାଇଛି । ଏଥିପ୍ରତି ସଂପୃକ୍ତ ବିଭାଗ ଦୃଷ୍ଟି ଦେଇନଥିବା ଅଭିଯୋଗ ହୋଇଛି । <box>133 84 225 151</box>
sig-left-3: ନି.ବ.କ., କୋରାପୁଟ <box>627 546 664 553</box>
ad-title: ନିୟନ୍ତ୍ରିତ ବଜାର କମିଟି, କୋରାପୁଟ <box>627 434 745 444</box>
story-2-byline: ବ୍ରହ୍ମପୁର, ୨୩।୧୧ (ଡେସ ସମିଶ୍ରଣ) <box>16 329 113 337</box>
ad-signatures <box>12 2431 192 2445</box>
divider <box>7 324 122 326</box>
ad-signatory-title: ଜିଲ୍ଲା ସମାଜ ମଙ୍ଗଳ ଅଧିକାରୀ <box>72 2060 137 2067</box>
divider <box>7 108 122 109</box>
college-emblem-icon <box>12 434 37 462</box>
divider <box>12 2224 192 2225</box>
story-4-para-2: ବିଜେତାମାନଙ୍କୁ ପ୍ରମାଣପତ୍ର ଓ ପୁରସ୍କାର ପ୍ରଦାନ କରାଯାଇଥିଲା । ଅତିଥିମାନେ ଛାତ୍ରଛାତ୍ରୀଙ୍କ ପ୍ରତିଭାକୁ ପ୍ରଶଂସା କରିଥିଲେ । <box>573 109 624 186</box>
story-4-headline: ମଣ୍ଡଳସ୍ତରୀୟ ଶିଶୁ ବୈଜ୍ଞାନିକ ପ୍ରଦର୍ଶନୀ <box>531 60 666 88</box>
sig-a-2: ସମ୍ପାଦକ <box>46 2277 67 2284</box>
title-divider <box>724 16 726 40</box>
reg-mark-magenta-2 <box>392 1235 400 1244</box>
ad-signatures <box>12 1813 197 1834</box>
enam-badge-sub: ରାଷ୍ଟ୍ରୀୟ କୃଷି ବଜାର <box>101 1701 134 1707</box>
ad-biju-patnaik-degree-college <box>7 1161 194 1248</box>
ad-title: ବାର୍ତ୍ତା <box>92 1848 117 1860</box>
ad-signature: Sd/- <box>94 1348 107 1356</box>
news-column-1 <box>7 60 122 420</box>
ad-subtitle: ବ୍ୟାଙ୍କର ଉଦ୍ଦେଶ୍ୟ ଓ ଲକ୍ଷ୍ୟ <box>68 1417 133 1424</box>
sig-1-name: ଡ. ସୁନୀଲ କୁମାର ପଣ୍ଡା <box>34 1647 82 1653</box>
ad-body: ଜଗତ୍‌ସିଂହପୁର ଜିଲ୍ଲାରେ ୨୦୨୫-୨୬ ଆର୍ଥିକ ବର୍ଷରେ ଆଳୁ ଚାଷ ପାଇଁ ଉନ୍ନତ ମାନର ଆଳୁ ବିହନ ଯୋଗାଣ ନିମନ୍ତେ ଆଗ୍ରହୀ ସଂସ୍ଥାମାନଙ୍କ ଠାରୁ ଦରଖାସ୍ତ ଆହ୍ୱାନ କରାଯାଉଛି । ଆଗ୍ରହୀ ସଂସ୍ଥାମାନେ ନିର୍ଦ୍ଧାରିତ ତାରିଖ ମଧ୍ୟରେ ନିଜର ଦରଖାସ୍ତ ଦାଖଲ କରିପାରିବେ । ବିସ୍ତୃତ ସୂଚନା ପାଇଁ କାର୍ଯ୍ୟାଳୟ ସହ ଯୋଗାଯୋଗ କରନ୍ତୁ । <box>199 451 399 481</box>
divider <box>513 92 684 94</box>
publication-logo <box>12 7 54 49</box>
ad-title-2: P.G. DEPARTMENT OF BIOSCIENCES <box>7 708 154 718</box>
ad-email: Email: askanac@gmail.com, Ph No.: 06822-273068 <box>37 2326 167 2332</box>
news-column-2 <box>133 60 225 420</box>
ad-signatory: ଅଧ୍ୟକ୍ଷ ମହାବିଦ୍ୟାଳୟ, ଆଶିକା <box>71 1947 138 1954</box>
ad-notified-area-council-gudari <box>7 2080 198 2192</box>
sig-2-title: ଉପଜିଲ୍ଲାପାଳ-ତଥା-ଅଧ୍ୟକ୍ଷ, ନିୟନ୍ତ୍ରିତ ବଜାର କମିଟି, ରହମା <box>112 1820 191 1833</box>
ad-seats-2: M.SC in MICROBIOLOGY : 30 SEATS <box>7 986 119 994</box>
ad-signatory: ସହକାରୀ ଉଦ୍ୟାନ ନିର୍ଦ୍ଦେଶକ, ଜଗତ୍‌ସିଂହପୁର <box>255 496 343 503</box>
ad-title: ସମଗ୍ର ଶିକ୍ଷା, ଜଗତ୍‌ସିଂହପୁର <box>43 1257 158 1270</box>
story-3-headline: ଆଲୋଚନା ଭିତରେ ରହି ଖବର ପରିବେଷଣ କରିବାକୁ ପରାମର୍ଶ <box>236 61 501 95</box>
section-divider <box>7 423 771 425</box>
sig-1-title: ସଚିବ, ନିୟନ୍ତ୍ରିତ ବଜାର କମିଟି, ରହମା <box>21 1820 95 1826</box>
ad-university-notice <box>7 1047 194 1158</box>
ad-signatory-college: ବିଜୁ ପଟ୍ଟନାୟକ ଡିଗ୍ରୀ କଲେଜ <box>68 1228 133 1235</box>
sig-1-title: ନିର୍ବାହୀ ଅଧିକାରୀ <box>40 2438 72 2444</box>
news-area <box>7 56 771 420</box>
ad-body: ଜଗତ୍‌ସିଂହପୁର ଜିଲ୍ଲା ସମବାୟ ବ୍ୟାଙ୍କ ପକ୍ଷରୁ କୃଷକମାନଙ୍କୁ ସ୍ୱଳ୍ପ ମିଆଦି ଓ ଦୀର୍ଘ ମିଆଦି ଋଣ ପ୍ରଦାନ କରାଯାଉଛି । କିସାନ କ୍ରେଡ଼ିଟ କାର୍ଡ ମାଧ୍ୟମରେ ସୁବିଧା ଉପଲବ୍ଧ । ଆଗ୍ରହୀ ଗ୍ରାହକମାନେ ନିକଟସ୍ଥ ଶାଖାରେ ଯୋଗାଯୋଗ କରିପାରିବେ । ବିସ୍ତୃତ ସୂଚନା ପାଇଁ ଶାଖା କାର୍ଯ୍ୟାଳୟ ସହ ଯୋଗାଯୋଗ କରନ୍ତୁ । <box>12 1433 189 1463</box>
list-item: ୨. ବଜାର ପ୍ରାଙ୍ଗଣରେ ଦୋକାନ ଘର ନିଲାମ ପାଇଁ ଦରଖାସ୍ତ । <box>12 2244 140 2250</box>
sig-right-1: ସ୍ୱା./- <box>720 532 734 539</box>
portrait-photo <box>35 1502 77 1540</box>
ad-signature: ସ୍ୱା./- <box>384 486 399 492</box>
ad-address: At/Po: Mohuda, Berhampur, Dist: Ganjam, Pin-760002, Odisha <box>7 484 170 528</box>
ad-line-2: in the state of Odisha Offers.... <box>7 600 185 615</box>
ad-body-2: ଇ-ନାମ ପୋର୍ଟାଲ ମାଧ୍ୟମରେ ଟିକ୍କିରୀୟ ପାଇଁ ସୁବିଧାଠାରେ Online - National Agricultural Market (e-NAM) ଅନ୍ତର୍ଭୁକ୍ତ ହୋଇଛି । ଏହି ମାଧ୍ୟମରେ କୃଷକମାନଙ୍କର କୃଷିଜାତ ଦ୍ରବ୍ୟ ନିୟନ୍ତ୍ରିତ ବଜାର e-NAM Online ମାଧ୍ୟମରେ ବିକ୍ରୟ କରିପାରିବେ । <box>606 474 766 505</box>
sig-2: ସ୍ୱା./- <box>141 2430 155 2437</box>
photo-people <box>524 275 673 296</box>
column-rule <box>507 60 508 420</box>
